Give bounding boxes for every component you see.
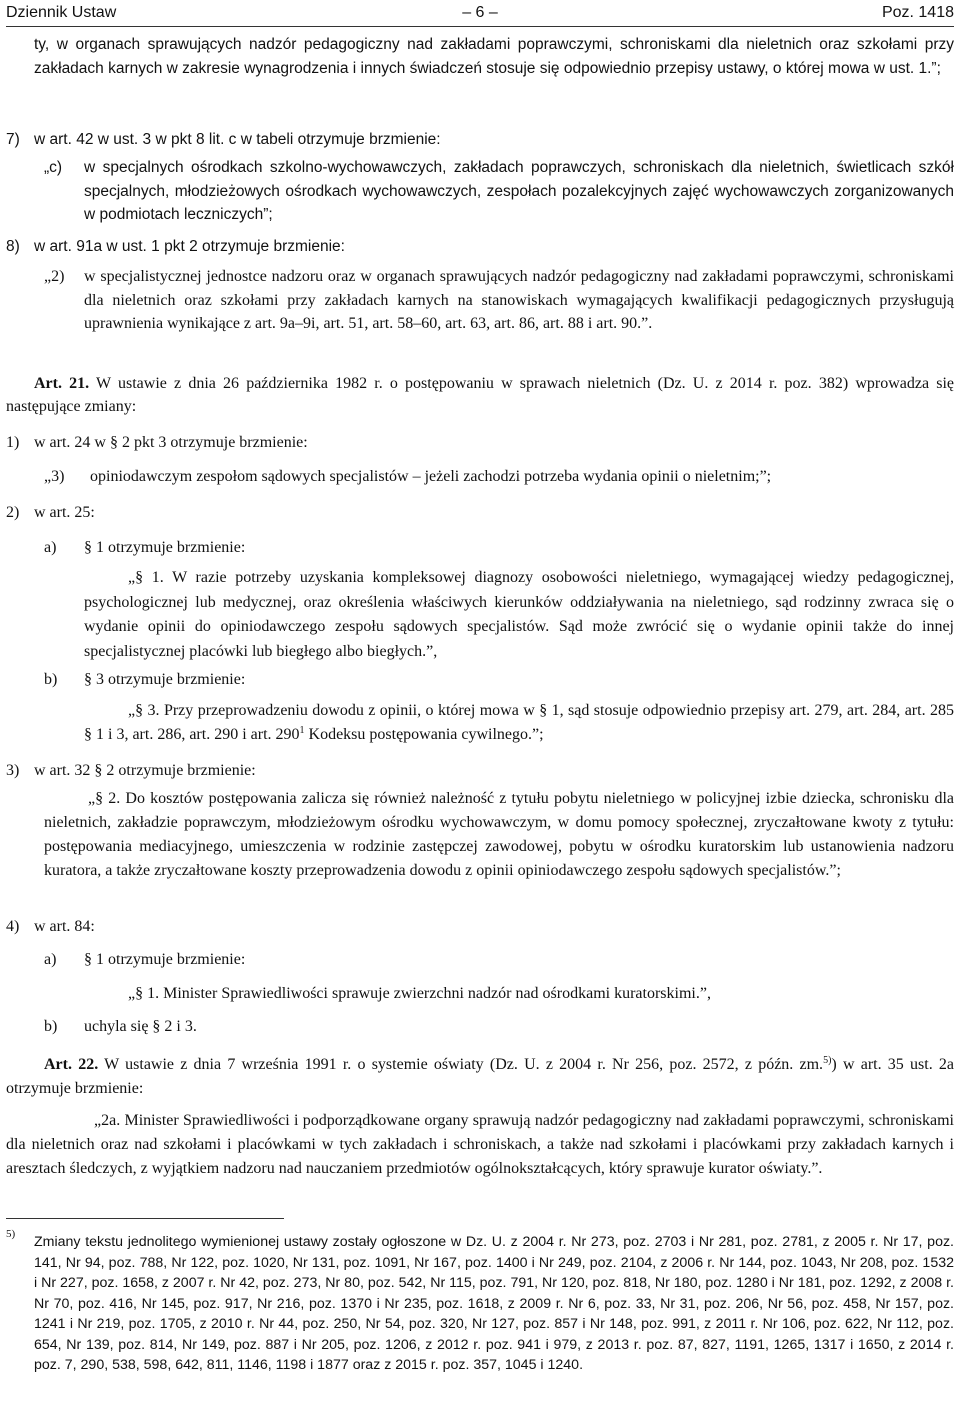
quote-text-c: w specjalnych ośrodkach szkolno-wychowawczych, zakładach poprawczych, schroniskach dla nieletnich, świetlicach szkół specjalnych, młodzieżowych ośrodkach wychowawczych, zespołach pozalekcyjnych zajęć wychowawczych zorganizowanych w podmiotach leczniczych”; bbox=[84, 159, 954, 223]
article-22-quote: „2a. Minister Sprawiedliwości i podporządkowane organy sprawują nadzór pedagogiczny nad zakładami poprawczymi, schroniskami dla nieletnich oraz nad szkołami i placówkami w tych zakładach i schroniskach, a także nad szkołami i placówkami przy zakładach karnych i aresztach śledczych, z wyjątkiem nadzoru nad nauczaniem przedmiotów ogólnokształcących, który sprawuje kurator oświaty.”. bbox=[6, 1112, 954, 1177]
item-text: § 1 otrzymuje brzmienie: bbox=[84, 951, 246, 968]
item-number: 1) bbox=[6, 434, 20, 451]
article-21-label: Art. 21. bbox=[34, 375, 90, 392]
article-21-text: W ustawie z dnia 26 października 1982 r. o postępowaniu w sprawach nieletnich (Dz. U. z 2014 r. poz. 382) wprowadza się następujące zmiany: bbox=[6, 375, 954, 415]
footnote-ref: 5) bbox=[823, 1055, 832, 1066]
item-number: 8) bbox=[6, 238, 20, 255]
a21-item-2b bbox=[44, 668, 245, 691]
item-letter: a) bbox=[44, 951, 57, 968]
item-letter: b) bbox=[44, 1018, 58, 1035]
position-number: Poz. 1418 bbox=[881, 4, 954, 21]
item-number: 7) bbox=[6, 131, 20, 148]
item-text: uchyla się § 2 i 3. bbox=[84, 1018, 197, 1035]
page-number: – 6 – bbox=[462, 4, 498, 21]
a21-item-1-quote bbox=[44, 465, 771, 488]
a21-item-4a bbox=[44, 948, 245, 971]
item-text: § 1 otrzymuje brzmienie: bbox=[84, 539, 246, 556]
a21-item-2 bbox=[6, 501, 95, 524]
item-text: § 3 otrzymuje brzmienie: bbox=[84, 671, 246, 688]
quote-label-2: „2) bbox=[44, 268, 65, 285]
page-header bbox=[6, 0, 954, 27]
journal-name: Dziennik Ustaw bbox=[6, 4, 117, 21]
item-text: w art. 84: bbox=[34, 918, 95, 935]
item-number: 3) bbox=[6, 762, 20, 779]
quote-label-c: „c) bbox=[44, 159, 63, 176]
continued-paragraph: ty, w organach sprawujących nadzór pedagogiczny nad zakładami poprawczymi, schroniskami dla nieletnich oraz szkołami przy zakładach karnych w zakresie wynagrodzenia i innych świadczeń stosuje się odpowiednio przepisy ustawy, o której mowa w ust. 1.”; bbox=[34, 36, 954, 77]
a21-item-4b bbox=[44, 1015, 197, 1038]
footnote-mark: 5) bbox=[6, 1228, 16, 1240]
quote-text: opiniodawczym zespołom sądowych specjalistów – jeżeli zachodzi potrzeba wydania opinii o nieletnim;”; bbox=[90, 468, 772, 485]
item-letter: b) bbox=[44, 671, 58, 688]
item-text: w art. 24 w § 2 pkt 3 otrzymuje brzmienie: bbox=[34, 434, 308, 451]
item-text: w art. 91a w ust. 1 pkt 2 otrzymuje brzmienie: bbox=[34, 238, 345, 255]
article-21 bbox=[6, 372, 954, 418]
article-22-text: W ustawie z dnia 7 września 1991 r. o systemie oświaty (Dz. U. z 2004 r. Nr 256, poz. 2572, z późn. zm. bbox=[98, 1056, 824, 1073]
list-item-8 bbox=[6, 235, 345, 258]
item-number: 2) bbox=[6, 504, 20, 521]
article-22-label: Art. 22. bbox=[44, 1056, 99, 1073]
quote-text: „§ 3. Przy przeprowadzeniu dowodu z opinii, o której mowa w § 1, sąd stosuje odpowiednio przepisy art. 279, art. 284, art. 285 § 1 i 3, art. 286, art. 290 i art. 290 bbox=[84, 702, 954, 743]
article-22 bbox=[6, 1053, 954, 1101]
quote-text-2: w specjalistycznej jednostce nadzoru oraz w organach sprawujących nadzór pedagogiczny nad zakładami poprawczymi, schroniskami dla nieletnich oraz szkołami przy zakładach karnych na stanowiskach wymagających kwalifikacji pedagogicznych przysługują uprawnienia wynikające z art. 9a–9i, art. 51, art. 58–60, art. 63, art. 86, art. 88 i art. 90.”. bbox=[84, 268, 954, 332]
a21-item-1 bbox=[6, 431, 308, 454]
superscript: 1 bbox=[299, 725, 305, 736]
a21-item-4a-quote: „§ 1. Minister Sprawiedliwości sprawuje zwierzchni nadzór nad ośrodkami kuratorskimi.”, bbox=[128, 985, 711, 1002]
a21-item-2a-quote: „§ 1. W razie potrzeby uzyskania kompleksowej diagnozy osobowości nieletniego, wymagającej wiedzy pedagogicznej, psychologicznej lub medycznej, oraz określenia właściwych kierunków oddziaływania na nieletniego, sąd rodzinny zwraca się o wydanie opinii do opiniodawczego zespołu sądowych specjalistów. Sąd może zwrócić się o wydanie opinii także do innej specjalistycznej placówki lub biegłego albo biegłych.”, bbox=[84, 569, 954, 660]
a21-item-4 bbox=[6, 915, 95, 938]
a21-item-2b-quote bbox=[84, 699, 954, 747]
item-number: 4) bbox=[6, 918, 20, 935]
footnote-separator bbox=[6, 1218, 284, 1219]
quote-label: „3) bbox=[44, 468, 65, 485]
item-text: w art. 32 § 2 otrzymuje brzmienie: bbox=[34, 762, 256, 779]
a21-item-3 bbox=[6, 759, 256, 782]
item-text: w art. 25: bbox=[34, 504, 95, 521]
item-text: w art. 42 w ust. 3 w pkt 8 lit. c w tabeli otrzymuje brzmienie: bbox=[34, 131, 441, 148]
footnote-text: Zmiany tekstu jednolitego wymienionej ustawy zostały ogłoszone w Dz. U. z 2004 r. Nr 273, poz. 2703 i Nr 281, poz. 2781, z 2005 r. Nr 17, poz. 141, Nr 94, poz. 788, Nr 122, poz. 1020, Nr 131, poz. 1091, Nr 167, poz. 1400 i Nr 249, poz. 2104, z 2006 r. Nr 144, poz. 1043, Nr 208, poz. 1532 i Nr 227, poz. 1658, z 2007 r. Nr 42, poz. 273, Nr 80, poz. 542, Nr 115, poz. 791, Nr 120, poz. 818, Nr 180, poz. 1280 i Nr 181, poz. 1292, z 2008 r. Nr 70, poz. 416, Nr 145, poz. 917, Nr 216, poz. 1370 i Nr 235, poz. 1618, z 2009 r. Nr 6, poz. 33, Nr 31, poz. 206, Nr 56, poz. 458, Nr 157, poz. 1241 i Nr 219, poz. 1705, z 2010 r. Nr 44, poz. 250, Nr 54, poz. 320, Nr 127, poz. 857 i Nr 148, poz. 991, z 2011 r. Nr 106, poz. 622, Nr 112, poz. 654, Nr 139, poz. 814, Nr 149, poz. 887 i Nr 205, poz. 1206, z 2012 r. poz. 941 i 979, z 2013 r. poz. 87, 827, 1191, 1265, 1317 i 1650, z 2014 r. poz. 7, 290, 538, 598, 642, 811, 1146, 1198 i 1877 oraz z 2015 r. poz. 357, 1045 i 1240. bbox=[34, 1234, 954, 1373]
list-item-7 bbox=[6, 128, 441, 151]
article-22-text-end: ) w art. 35 ust. 2a otrzymuje brzmienie: bbox=[6, 1056, 955, 1097]
item-letter: a) bbox=[44, 539, 57, 556]
a21-item-2a bbox=[44, 536, 245, 559]
quote-text-end: Kodeksu postępowania cywilnego.”; bbox=[304, 726, 544, 743]
a21-item-3-quote: „§ 2. Do kosztów postępowania zalicza się również należność z tytułu pobytu nieletniego w policyjnej izbie dziecka, schronisku dla nieletnich, zakładzie poprawczym, młodzieżowym ośrodku wychowawczym, w domu pomocy społecznej, zryczałtowane kwoty z tytułu: postępowania mediacyjnego, umieszczenia w rodzinie zastępczej zawodowej, pobytu w ośrodku kuratorskim lub ustanowienia nadzoru kuratora, a także zryczałtowane koszty przeprowadzenia dowodu z opinii opiniodawczego zespołu sądowych specjalistów.”; bbox=[44, 790, 954, 879]
